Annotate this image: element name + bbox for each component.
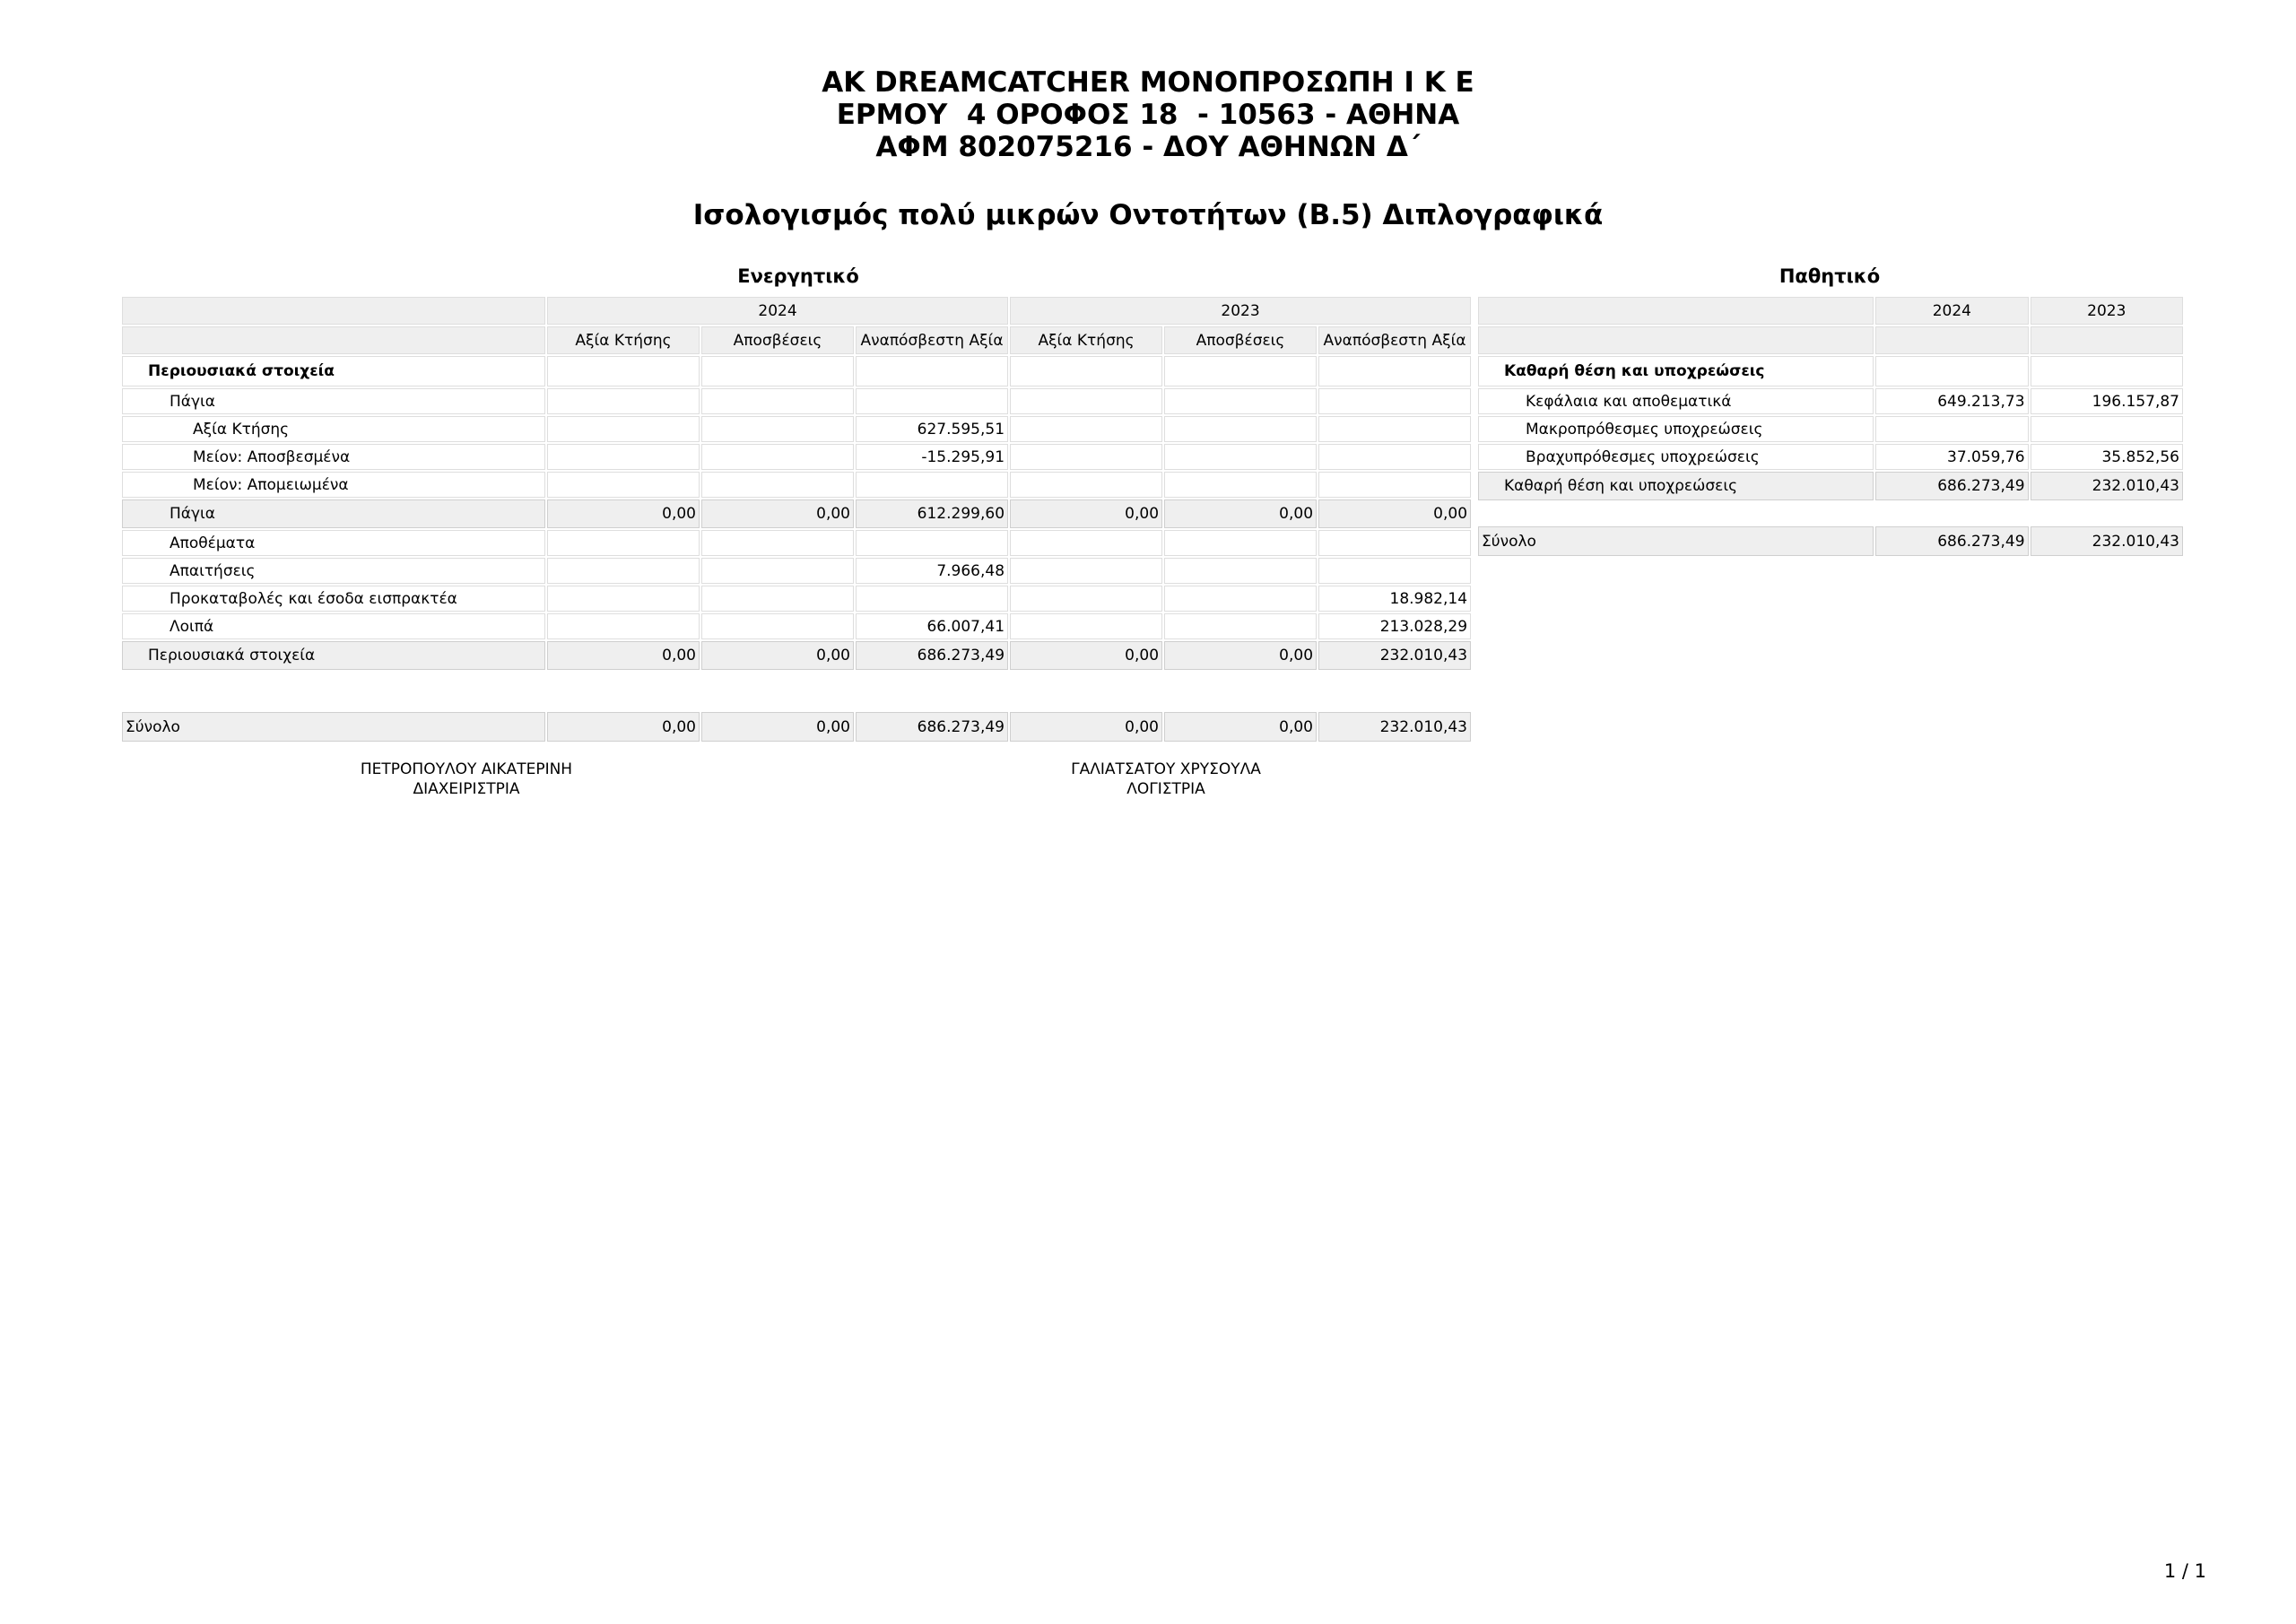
liabilities-table xyxy=(1476,295,2185,502)
cell-value xyxy=(1010,444,1162,470)
subtotal-row xyxy=(1478,472,2183,500)
cell-value xyxy=(701,613,854,639)
company-header xyxy=(0,66,2296,163)
col-header-depreciation: Αποσβέσεις xyxy=(1164,326,1317,354)
signature-manager xyxy=(287,760,646,799)
cell-value: 612.299,60 xyxy=(856,499,1008,528)
cell-value: 213.028,29 xyxy=(1318,613,1471,639)
header-cell-empty xyxy=(1478,326,1874,354)
table-row xyxy=(122,444,1471,470)
cell-value: 0,00 xyxy=(1318,499,1471,528)
cell-value: 7.966,48 xyxy=(856,558,1008,584)
table-row xyxy=(122,586,1471,612)
cell-value: 0,00 xyxy=(1010,641,1162,670)
cell-value: 0,00 xyxy=(547,641,700,670)
cell-value xyxy=(1010,388,1162,414)
cell-value: 232.010,43 xyxy=(2031,526,2183,556)
cell-value xyxy=(701,586,854,612)
cell-value xyxy=(2031,356,2183,386)
company-tax-info: ΑΦΜ 802075216 - ΔΟΥ ΑΘΗΝΩΝ Δ΄ xyxy=(875,131,1421,163)
table-row xyxy=(1478,416,2183,442)
cell-value: -15.295,91 xyxy=(856,444,1008,470)
cell-value xyxy=(701,444,854,470)
table-row xyxy=(122,472,1471,498)
cell-value: 232.010,43 xyxy=(2031,472,2183,500)
cell-value: 0,00 xyxy=(701,712,854,742)
company-name: AK DREAMCATCHER ΜΟΝΟΠΡΟΣΩΠΗ Ι Κ Ε xyxy=(822,66,1474,99)
cell-value xyxy=(547,444,700,470)
cell-value: 0,00 xyxy=(1164,499,1317,528)
cell-value xyxy=(1010,613,1162,639)
row-label: Μακροπρόθεσμες υποχρεώσεις xyxy=(1478,416,1874,442)
cell-value xyxy=(1164,356,1317,386)
cell-value xyxy=(856,356,1008,386)
cell-value xyxy=(856,388,1008,414)
total-label: Σύνολο xyxy=(122,712,545,742)
cell-value xyxy=(1318,444,1471,470)
cell-value: 37.059,76 xyxy=(1875,444,2028,470)
cell-value: 0,00 xyxy=(547,712,700,742)
liabilities-title: Παθητικό xyxy=(1779,265,1881,287)
col-header-cost: Αξία Κτήσης xyxy=(547,326,700,354)
table-row xyxy=(122,613,1471,639)
table-row xyxy=(122,530,1471,556)
assets-title: Ενεργητικό xyxy=(737,265,859,287)
cell-value: 649.213,73 xyxy=(1875,388,2028,414)
row-label: Καθαρή θέση και υποχρεώσεις xyxy=(1478,472,1874,500)
assets-total-table xyxy=(120,710,1473,743)
cell-value xyxy=(547,558,700,584)
cell-value xyxy=(1318,530,1471,556)
subtotal-row xyxy=(122,499,1471,528)
row-label: Πάγια xyxy=(122,499,545,528)
row-label: Βραχυπρόθεσμες υποχρεώσεις xyxy=(1478,444,1874,470)
subtotal-row xyxy=(122,641,1471,670)
cell-value xyxy=(701,388,854,414)
header-cell-empty xyxy=(122,297,545,325)
cell-value: 627.595,51 xyxy=(856,416,1008,442)
cell-value: 232.010,43 xyxy=(1318,712,1471,742)
cell-value: 0,00 xyxy=(1164,641,1317,670)
year-2023-header: 2023 xyxy=(2031,297,2183,325)
cell-value xyxy=(547,416,700,442)
cell-value xyxy=(1010,530,1162,556)
row-label: Καθαρή θέση και υποχρεώσεις xyxy=(1478,356,1874,386)
cell-value xyxy=(1318,558,1471,584)
cell-value xyxy=(1318,472,1471,498)
cell-value: 0,00 xyxy=(1010,499,1162,528)
cell-value: 66.007,41 xyxy=(856,613,1008,639)
cell-value xyxy=(701,356,854,386)
cell-value xyxy=(547,356,700,386)
cell-value xyxy=(1010,416,1162,442)
cell-value xyxy=(547,613,700,639)
assets-rows xyxy=(122,356,1471,670)
table-row xyxy=(1478,388,2183,414)
cell-value xyxy=(1164,613,1317,639)
col-header-cost: Αξία Κτήσης xyxy=(1010,326,1162,354)
cell-value xyxy=(2031,416,2183,442)
cell-value: 0,00 xyxy=(1010,712,1162,742)
cell-value: 35.852,56 xyxy=(2031,444,2183,470)
cell-value xyxy=(701,472,854,498)
cell-value xyxy=(547,530,700,556)
cell-value: 0,00 xyxy=(1164,712,1317,742)
table-row xyxy=(1478,444,2183,470)
row-label: Περιουσιακά στοιχεία xyxy=(122,641,545,670)
cell-value xyxy=(1875,356,2028,386)
row-label: Μείον: Απομειωμένα xyxy=(122,472,545,498)
signature-role: ΔΙΑΧΕΙΡΙΣΤΡΙΑ xyxy=(413,780,520,798)
header-cell-empty xyxy=(122,326,545,354)
cell-value: 686.273,49 xyxy=(1875,472,2028,500)
signature-name: ΓΑΛΙΑΤΣΑΤΟΥ ΧΡΥΣΟΥΛΑ xyxy=(1071,760,1261,778)
cell-value xyxy=(856,586,1008,612)
cell-value xyxy=(1164,558,1317,584)
cell-value xyxy=(1318,388,1471,414)
row-label: Προκαταβολές και έσοδα εισπρακτέα xyxy=(122,586,545,612)
cell-value xyxy=(1164,444,1317,470)
cell-value xyxy=(1164,586,1317,612)
cell-value xyxy=(1164,388,1317,414)
cell-value: 196.157,87 xyxy=(2031,388,2183,414)
row-label: Μείον: Αποσβεσμένα xyxy=(122,444,545,470)
cell-value xyxy=(1010,558,1162,584)
cell-value: 686.273,49 xyxy=(1875,526,2028,556)
assets-table xyxy=(120,295,1473,672)
total-row xyxy=(122,712,1471,742)
row-label: Λοιπά xyxy=(122,613,545,639)
cell-value: 0,00 xyxy=(701,499,854,528)
cell-value xyxy=(701,530,854,556)
cell-value: 232.010,43 xyxy=(1318,641,1471,670)
cell-value xyxy=(1875,416,2028,442)
row-label: Κεφάλαια και αποθεματικά xyxy=(1478,388,1874,414)
row-label: Περιουσιακά στοιχεία xyxy=(122,356,545,386)
year-2024-header: 2024 xyxy=(1875,297,2028,325)
signature-role: ΛΟΓΙΣΤΡΙΑ xyxy=(1126,780,1205,798)
cell-value xyxy=(1318,356,1471,386)
total-label: Σύνολο xyxy=(1478,526,1874,556)
page-number: 1 / 1 xyxy=(2163,1560,2206,1582)
cell-value xyxy=(701,558,854,584)
cell-value: 0,00 xyxy=(701,641,854,670)
row-label: Απαιτήσεις xyxy=(122,558,545,584)
cell-value xyxy=(1010,586,1162,612)
cell-value: 686.273,49 xyxy=(856,641,1008,670)
company-address: ΕΡΜΟΥ 4 ΟΡΟΦΟΣ 18 - 10563 - ΑΘΗΝΑ xyxy=(836,99,1460,131)
header-cell-empty xyxy=(1875,326,2028,354)
cell-value xyxy=(856,472,1008,498)
cell-value: 18.982,14 xyxy=(1318,586,1471,612)
cell-value xyxy=(1010,472,1162,498)
row-label: Πάγια xyxy=(122,388,545,414)
cell-value: 0,00 xyxy=(547,499,700,528)
cell-value xyxy=(547,586,700,612)
total-row xyxy=(1478,526,2183,556)
col-header-net-value: Αναπόσβεστη Αξία xyxy=(856,326,1008,354)
row-label: Αξία Κτήσης xyxy=(122,416,545,442)
table-row xyxy=(122,356,1471,386)
cell-value xyxy=(1164,530,1317,556)
row-label: Αποθέματα xyxy=(122,530,545,556)
col-header-depreciation: Αποσβέσεις xyxy=(701,326,854,354)
year-2024-header: 2024 xyxy=(547,297,1008,325)
liabilities-rows xyxy=(1478,356,2183,500)
signature-accountant xyxy=(987,760,1345,799)
report-title: Ισολογισμός πολύ μικρών Οντοτήτων (Β.5) Διπλογραφικά xyxy=(692,199,1604,231)
col-header-net-value: Αναπόσβεστη Αξία xyxy=(1318,326,1471,354)
cell-value: 686.273,49 xyxy=(856,712,1008,742)
header-cell-empty xyxy=(1478,297,1874,325)
cell-value xyxy=(856,530,1008,556)
cell-value xyxy=(547,472,700,498)
cell-value xyxy=(701,416,854,442)
cell-value xyxy=(547,388,700,414)
cell-value xyxy=(1164,472,1317,498)
table-row xyxy=(122,416,1471,442)
header-cell-empty xyxy=(2031,326,2183,354)
year-2023-header: 2023 xyxy=(1010,297,1471,325)
cell-value xyxy=(1318,416,1471,442)
liabilities-total-table xyxy=(1476,525,2185,558)
cell-value xyxy=(1164,416,1317,442)
table-row xyxy=(1478,356,2183,386)
cell-value xyxy=(1010,356,1162,386)
table-row xyxy=(122,558,1471,584)
signature-name: ΠΕΤΡΟΠΟΥΛΟΥ ΑΙΚΑΤΕΡΙΝΗ xyxy=(360,760,573,778)
table-row xyxy=(122,388,1471,414)
